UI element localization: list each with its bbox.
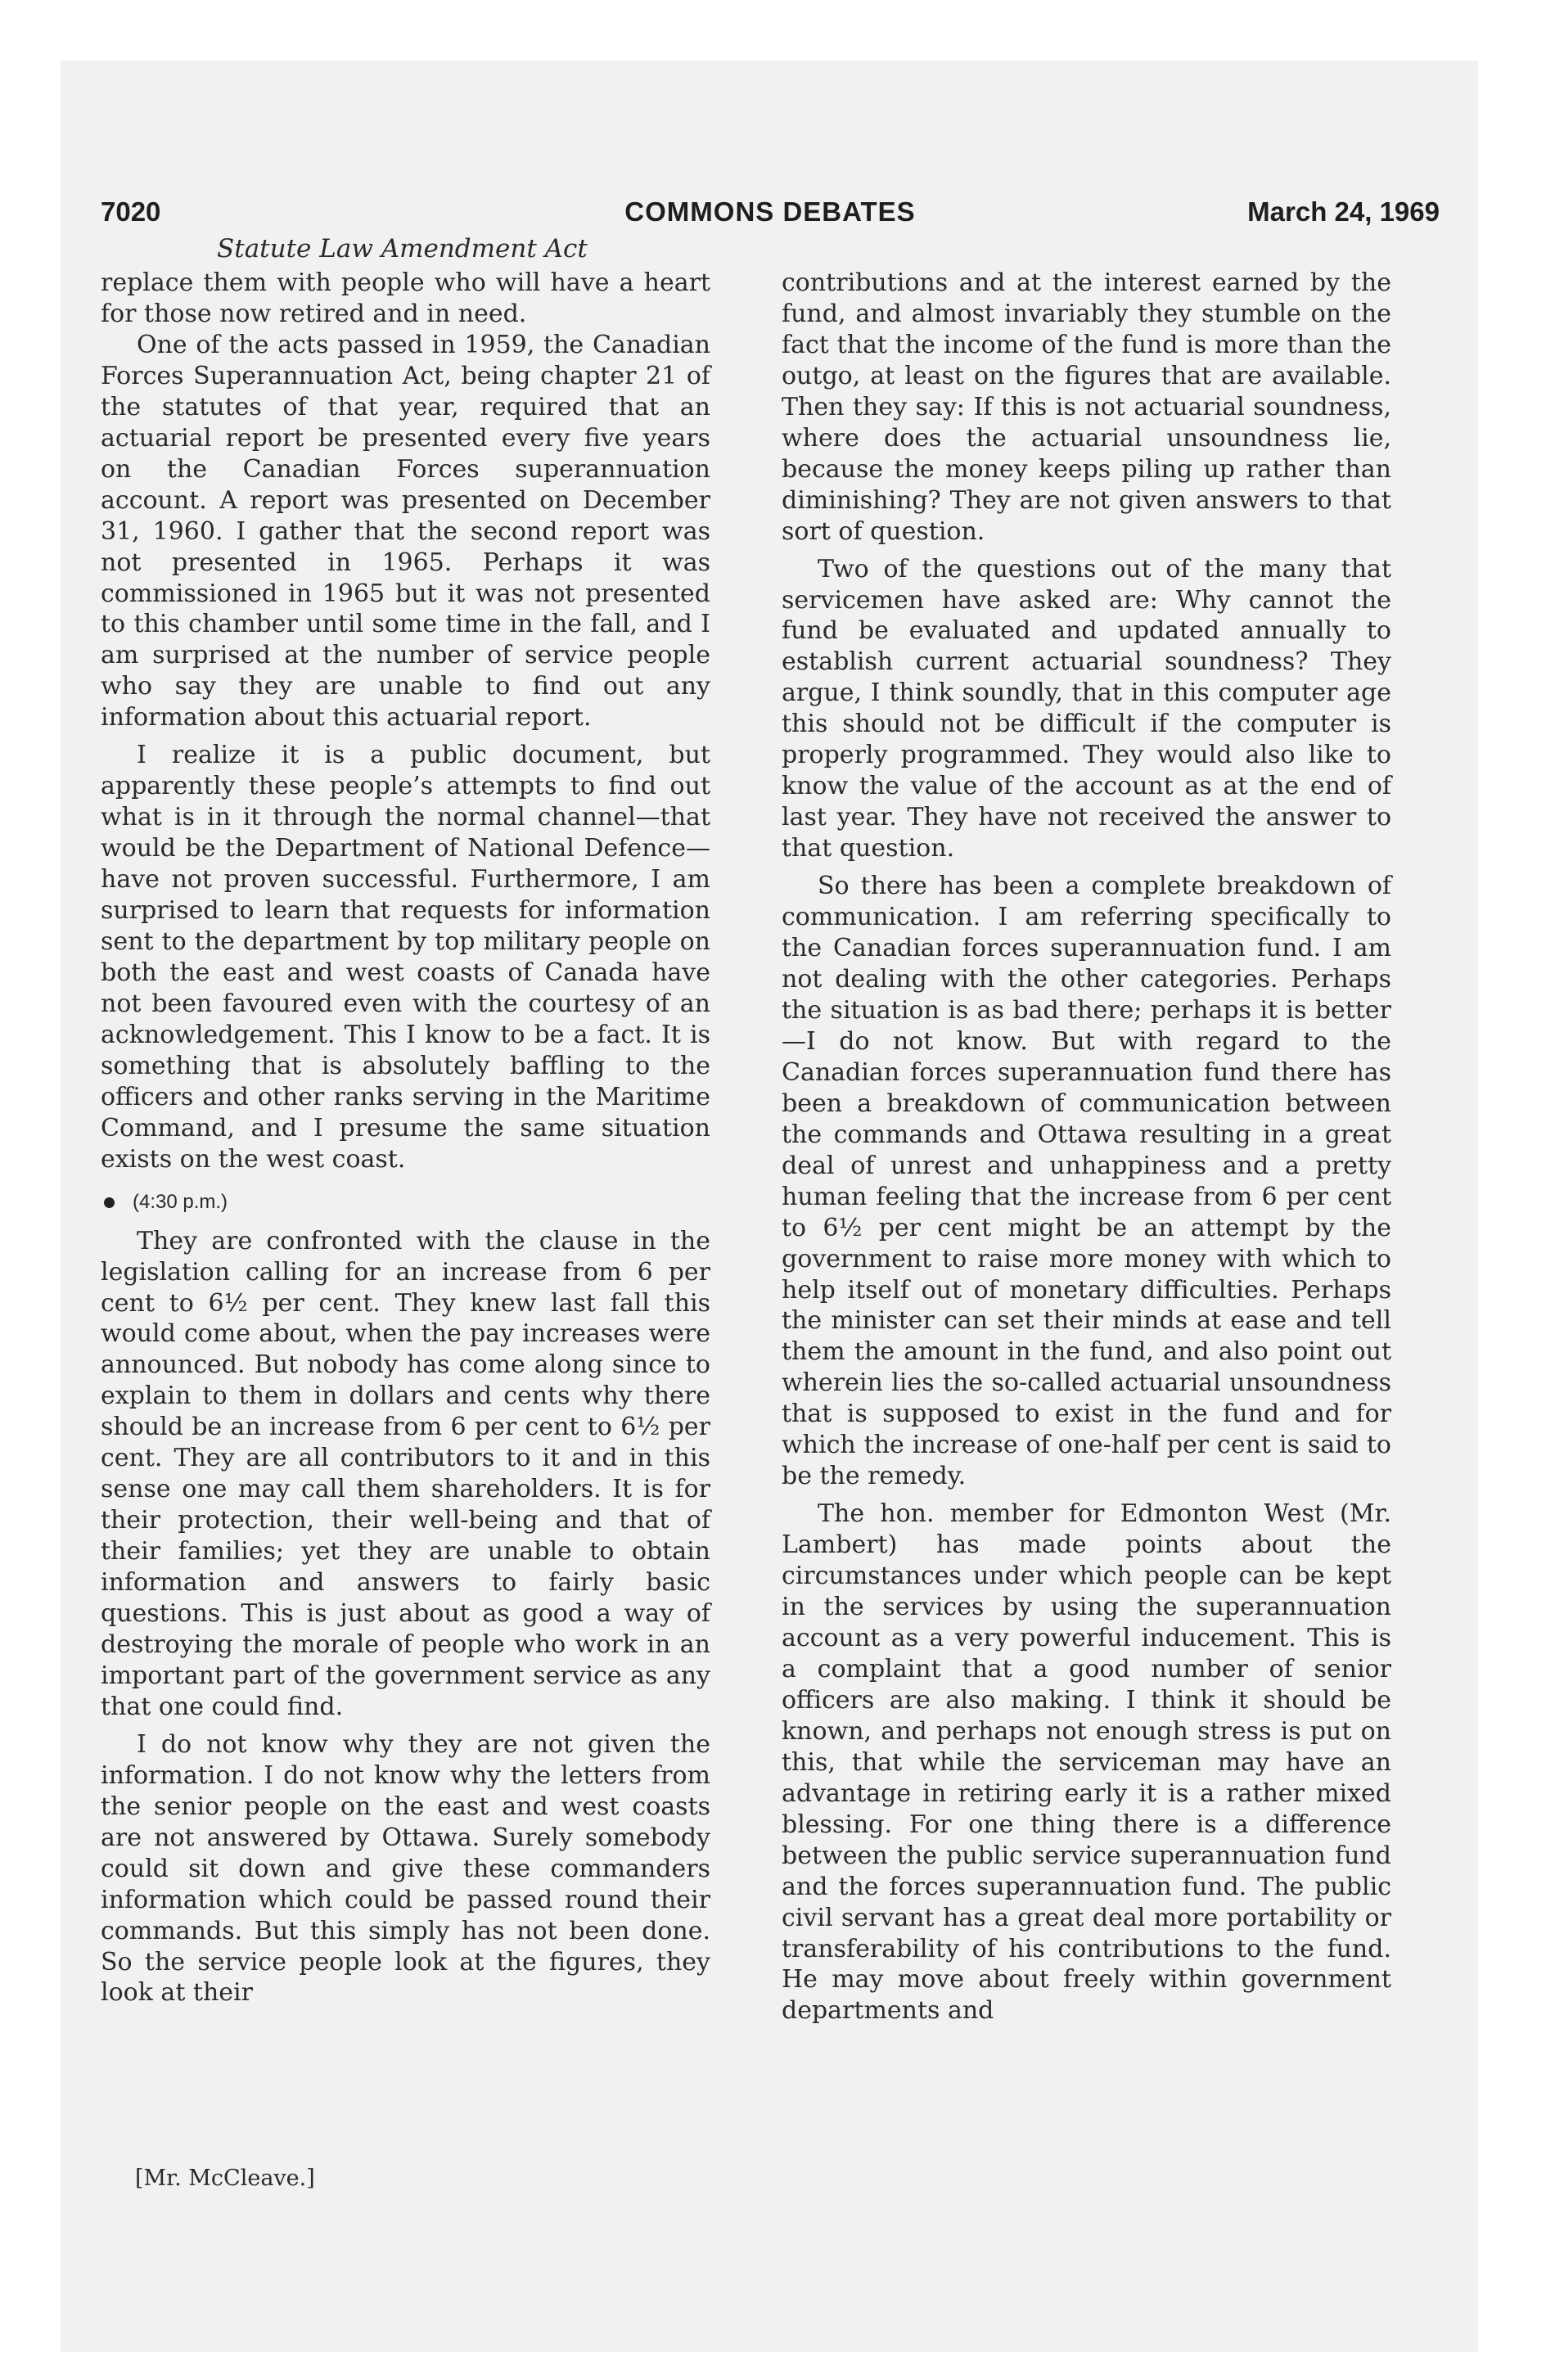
paragraph: I realize it is a public document, but apparently these people’s attempts to find out what is in it through the normal channel—that would be the Department of National Defence—have not proven successful. Furthermore, I am surprised to learn that requests for information sent to the department by top military people on both the east and west coasts of Canada have not been favoured even with the courtesy of an acknowledgement. This I know to be a fact. It is something that is absolutely baffling to the officers and other ranks serving in the Maritime Command, and I presume the same situation exists on the west coast.: [101, 741, 710, 1174]
right-column: [782, 268, 1391, 2026]
paragraph: I do not know why they are not given the information. I do not know why the letters from the senior people on the east and west coasts are not answered by Ottawa. Surely somebody could sit down and give these commanders information which could be passed round their commands. But this simply has not been done. So the service people look at the figures, they look at their: [101, 1729, 710, 2008]
paragraph: So there has been a complete breakdown of communication. I am referring specifically to the Canadian forces superannuation fund. I am not dealing with the other categories. Perhaps the situation is as bad there; perhaps it is better—I do not know. But with regard to the Canadian forces superannuation fund there has been a breakdown of communication between the commands and Ottawa resulting in a great deal of unrest and unhappiness and a pretty human feeling that the increase from 6 per cent to 6½ per cent might be an attempt by the government to raise more money with which to help itself out of monetary difficulties. Perhaps the minister can set their minds at ease and tell them the amount in the fund, and also point out wherein lies the so-called actuarial unsoundness that is supposed to exist in the fund and for which the increase of one-half per cent is said to be the remedy.: [782, 872, 1391, 1491]
paragraph: Two of the questions out of the many that servicemen have asked are: Why cannot the fund be evaluated and updated annually to establish current actuarial soundness? They argue, I think soundly, that in this computer age this should not be difficult if the computer is properly programmed. They would also like to know the value of the account as at the end of last year. They have not received the answer to that question.: [782, 554, 1391, 863]
page-date: March 24, 1969: [1247, 196, 1440, 227]
paragraph: One of the acts passed in 1959, the Canadian Forces Superannuation Act, being chapter 21 of the statutes of that year, required that an actuarial report be presented every five years on the Canadian Forces superannuation account. A report was presented on December 31, 1960. I gather that the second report was not presented in 1965. Perhaps it was commissioned in 1965 but it was not presented to this chamber until some time in the fall, and I am surprised at the number of service people who say they are unable to find out any information about this actuarial report.: [101, 330, 710, 732]
paragraph: The hon. member for Edmonton West (Mr. Lambert) has made points about the circumstances under which people can be kept in the services by using the superannuation account as a very powerful inducement. This is a complaint that a good number of senior officers are also making. I think it should be known, and perhaps not enough stress is put on this, that while the serviceman may have an advantage in retiring early it is a rather mixed blessing. For one thing there is a difference between the public service superannuation fund and the forces superannuation fund. The public civil servant has a great deal more portability or transferability of his contributions to the fund. He may move about freely within government departments and: [782, 1499, 1391, 2026]
paragraph: They are confronted with the clause in the legislation calling for an increase from 6 per cent to 6½ per cent. They knew last fall this would come about, when the pay increases were announced. But nobody has come along since to explain to them in dollars and cents why there should be an increase from 6 per cent to 6½ per cent. They are all contributors to it and in this sense one may call them shareholders. It is for their protection, their well-being and that of their families; yet they are unable to obtain information and answers to fairly basic questions. This is just about as good a way of destroying the morale of people who work in an important part of the government service as any that one could find.: [101, 1226, 710, 1721]
section-subtitle: Statute Law Amendment Act: [217, 234, 588, 264]
journal-title: COMMONS DEBATES: [624, 196, 916, 227]
paragraph: contributions and at the interest earned by the fund, and almost invariably they stumble on the fact that the income of the fund is more than the outgo, at least on the figures that are available. Then they say: If this is not actuarial soundness, where does the actuarial unsoundness lie, because the money keeps piling up rather than diminishing? They are not given answers to that sort of question.: [782, 268, 1391, 546]
paragraph: replace them with people who will have a heart for those now retired and in need.: [101, 268, 710, 328]
speaker-attribution: [Mr. McCleave.]: [135, 2166, 315, 2191]
timestamp-text: (4:30 p.m.): [133, 1190, 228, 1213]
time-marker: [101, 1187, 710, 1218]
bullet-icon: [104, 1197, 115, 1208]
left-column: [101, 268, 710, 2008]
page-header: [101, 196, 1440, 237]
page-number: 7020: [101, 196, 161, 227]
